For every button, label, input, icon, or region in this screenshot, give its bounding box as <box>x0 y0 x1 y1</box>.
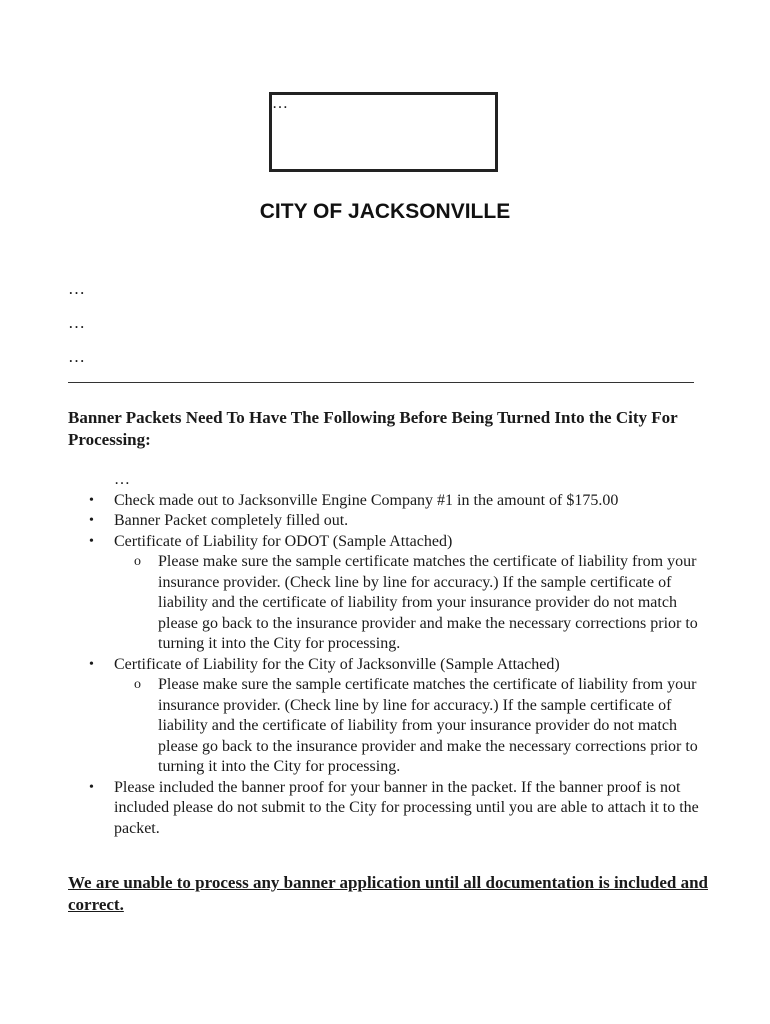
sub-list-item <box>0 552 708 655</box>
list-item <box>0 778 704 840</box>
intro-text: Banner Packets Need To Have The Following Before Being Turned Into the City For Processing: <box>68 408 678 449</box>
list-item-text: Check made out to Jacksonville Engine Company #1 in the amount of $175.00 <box>114 491 619 509</box>
requirements-list <box>0 470 770 839</box>
bullet-marker: • <box>89 533 94 549</box>
sub-list-item-text: Please make sure the sample certificate matches the certificate of liability from your insurance provider. (Check line by line for accuracy.) If the sample certificate of liability and the certificate of liability from your insurance provider do not match please go back to the insurance provider and make the necessary corrections prior to turning it into the City for processing. <box>158 676 698 775</box>
memo-title-box: … <box>269 92 498 172</box>
bullet-marker: • <box>89 492 94 508</box>
sub-bullet-marker: o <box>134 677 141 692</box>
list-item-text: Banner Packet completely filled out. <box>114 512 349 529</box>
list-item-text: Please included the banner proof for your banner in the packet. If the banner proof is not included please do not submit to the City for processing until you are able to attach it to the packet. <box>114 778 699 837</box>
bullet-marker: • <box>89 513 94 528</box>
sub-bullet-marker: o <box>134 554 141 569</box>
list-item-text: Certificate of Liability for ODOT (Sample Attached) <box>114 532 453 550</box>
list-item <box>0 491 704 512</box>
header-to-row: … <box>68 279 85 298</box>
header-subject-row: … <box>68 347 85 366</box>
list-item <box>0 655 704 676</box>
sub-list-item-text: Please make sure the sample certificate matches the certificate of liability from your insurance provider. (Check line by line for accuracy.) If the sample certificate of liability and the certificate of liability from your insurance provider do not match please go back to the insurance provider and make the necessary corrections prior to turning it into the City for processing. <box>158 553 698 652</box>
list-item <box>0 511 704 532</box>
list-item-text: Certificate of Liability for the City of Jacksonville (Sample Attached) <box>114 655 560 673</box>
header-divider <box>68 382 694 383</box>
organization-heading: CITY OF JACKSONVILLE <box>259 200 511 223</box>
list-item: … <box>114 471 130 488</box>
sub-list-item <box>0 675 708 778</box>
list-item <box>0 532 704 553</box>
bullet-marker: • <box>89 779 94 795</box>
closing-statement: We are unable to process any banner application until all documentation is included and correct. <box>68 873 708 914</box>
header-from-row: … <box>68 313 85 332</box>
bullet-marker: • <box>89 656 94 672</box>
